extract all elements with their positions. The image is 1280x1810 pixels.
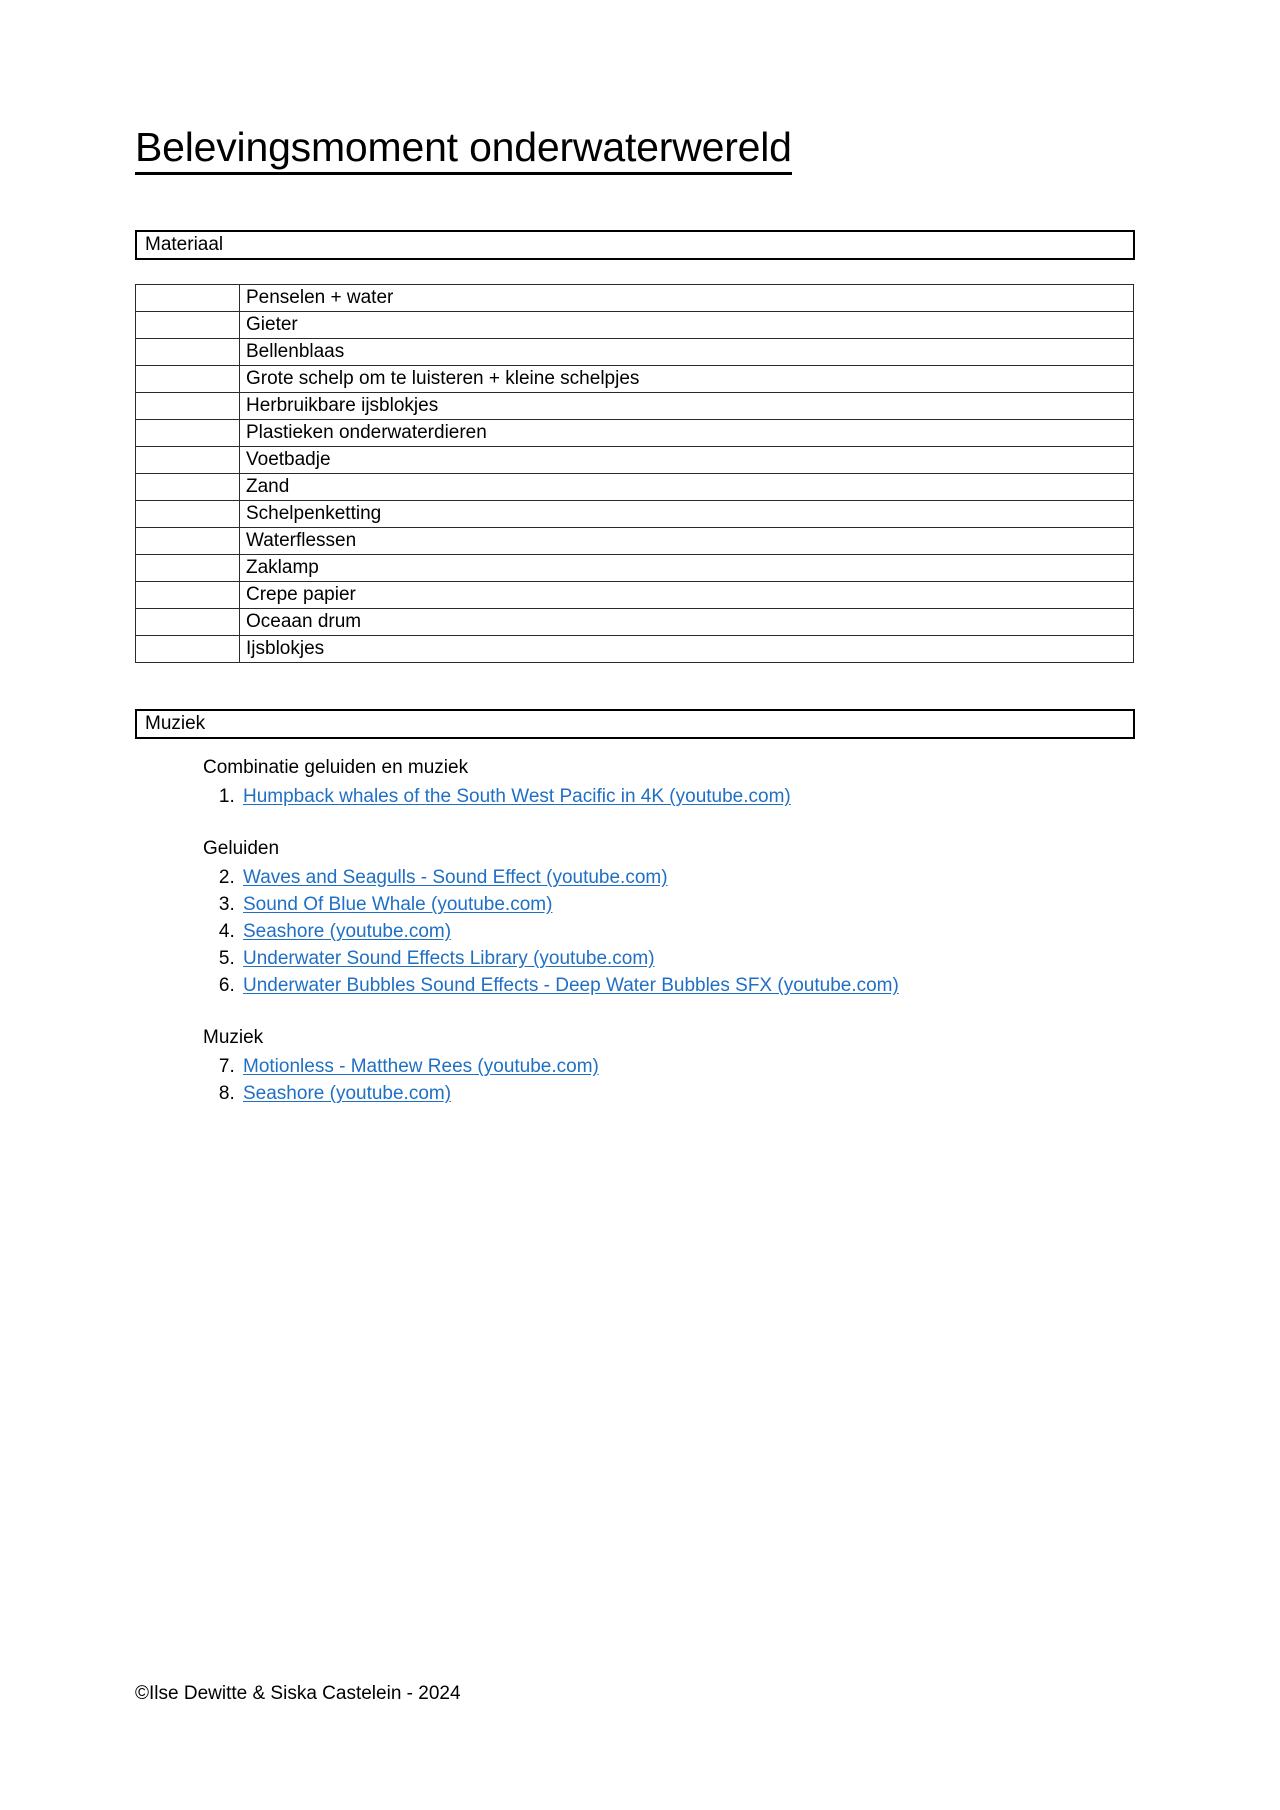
material-label-cell: Waterflessen (240, 528, 1134, 555)
material-checkbox-cell[interactable] (136, 393, 240, 420)
materials-table-body (136, 285, 1134, 663)
list-item (240, 972, 1145, 999)
table-row (136, 312, 1134, 339)
section-header-muziek: Muziek (135, 709, 1135, 739)
page-title-text: Belevingsmoment onderwaterwereld (135, 125, 792, 175)
material-checkbox-cell[interactable] (136, 366, 240, 393)
youtube-link[interactable]: Humpback whales of the South West Pacific in 4K (youtube.com) (243, 786, 791, 808)
material-checkbox-cell[interactable] (136, 312, 240, 339)
music-group-label: Geluiden (203, 838, 280, 860)
table-row (136, 555, 1134, 582)
list-item (240, 1053, 1145, 1080)
material-label-cell: Oceaan drum (240, 609, 1134, 636)
youtube-link[interactable]: Underwater Sound Effects Library (youtube.com) (243, 948, 655, 970)
material-checkbox-cell[interactable] (136, 555, 240, 582)
table-row (136, 393, 1134, 420)
youtube-link[interactable]: Sound Of Blue Whale (youtube.com) (243, 894, 553, 916)
material-label-cell: Grote schelp om te luisteren + kleine schelpjes (240, 366, 1134, 393)
group-spacer (135, 810, 1145, 836)
material-checkbox-cell[interactable] (136, 582, 240, 609)
list-item (240, 891, 1145, 918)
material-label-cell: Plastieken onderwaterdieren (240, 420, 1134, 447)
table-row (136, 528, 1134, 555)
list-item (240, 945, 1145, 972)
page-title (135, 0, 1145, 175)
list-item (240, 864, 1145, 891)
youtube-link[interactable]: Motionless - Matthew Rees (youtube.com) (243, 1056, 599, 1078)
material-checkbox-cell[interactable] (136, 285, 240, 312)
table-row (136, 447, 1134, 474)
list-item (240, 783, 1145, 810)
youtube-link[interactable]: Seashore (youtube.com) (243, 921, 452, 943)
table-row (136, 474, 1134, 501)
youtube-link[interactable]: Waves and Seagulls - Sound Effect (youtube.com) (243, 867, 668, 889)
table-row (136, 339, 1134, 366)
material-checkbox-cell[interactable] (136, 339, 240, 366)
list-item (240, 918, 1145, 945)
music-link-list (135, 864, 1145, 999)
table-row (136, 366, 1134, 393)
group-spacer (135, 999, 1145, 1025)
table-row (136, 636, 1134, 663)
section-header-materiaal: Materiaal (135, 230, 1135, 260)
material-checkbox-cell[interactable] (136, 474, 240, 501)
document-content (135, 0, 1145, 1107)
material-checkbox-cell[interactable] (136, 609, 240, 636)
music-group-label: Combinatie geluiden en muziek (203, 757, 469, 779)
youtube-link[interactable]: Seashore (youtube.com) (243, 1083, 452, 1105)
material-checkbox-cell[interactable] (136, 447, 240, 474)
material-label-cell: Schelpenketting (240, 501, 1134, 528)
material-label-cell: Herbruikbare ijsblokjes (240, 393, 1134, 420)
material-label-cell: Crepe papier (240, 582, 1134, 609)
material-label-cell: Gieter (240, 312, 1134, 339)
material-checkbox-cell[interactable] (136, 420, 240, 447)
material-label-cell: Zand (240, 474, 1134, 501)
material-checkbox-cell[interactable] (136, 528, 240, 555)
material-label-cell: Voetbadje (240, 447, 1134, 474)
material-label-cell: Bellenblaas (240, 339, 1134, 366)
materials-table (135, 284, 1134, 663)
material-label-cell: Zaklamp (240, 555, 1134, 582)
youtube-link[interactable]: Underwater Bubbles Sound Effects - Deep Water Bubbles SFX (youtube.com) (243, 975, 899, 997)
material-label-cell: Penselen + water (240, 285, 1134, 312)
table-row (136, 285, 1134, 312)
material-checkbox-cell[interactable] (136, 501, 240, 528)
table-row (136, 609, 1134, 636)
music-groups (135, 755, 1145, 1107)
table-row (136, 420, 1134, 447)
document-footer: ©Ilse Dewitte & Siska Castelein - 2024 (135, 1683, 461, 1704)
material-label-cell: Ijsblokjes (240, 636, 1134, 663)
material-checkbox-cell[interactable] (136, 636, 240, 663)
music-group-label: Muziek (203, 1027, 264, 1049)
music-link-list (135, 783, 1145, 810)
table-row (136, 582, 1134, 609)
table-row (136, 501, 1134, 528)
music-link-list (135, 1053, 1145, 1107)
list-item (240, 1080, 1145, 1107)
